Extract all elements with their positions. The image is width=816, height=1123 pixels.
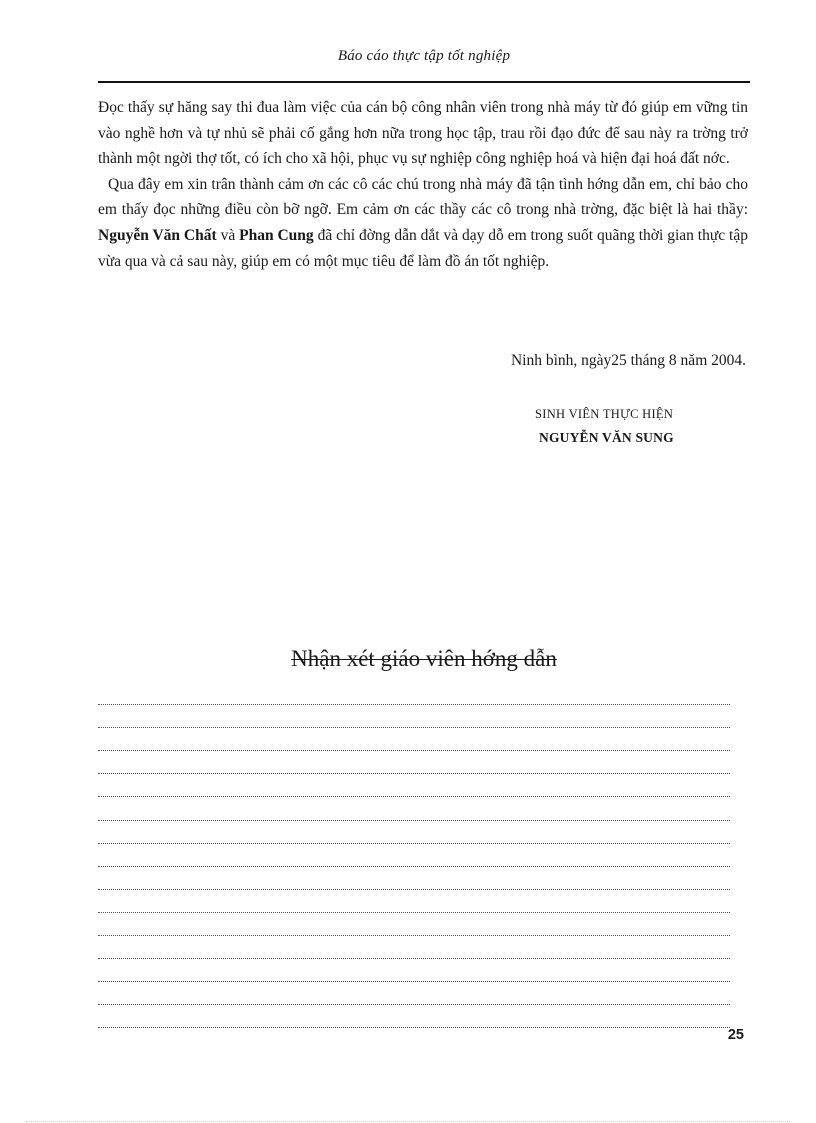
signature-role: SINH VIÊN THỰC HIỆN (535, 407, 674, 421)
teacher-name-2: Phan Cung (239, 226, 314, 244)
dotted-line (98, 913, 730, 936)
review-dotted-lines (98, 682, 730, 1028)
body-text (98, 95, 748, 274)
paragraph-1: Đọc thấy sự hăng say thi đua làm việc của cán bộ công nhân viên trong nhà máy từ đó giúp em vững tin vào nghề hơn và tự nhủ sẽ phải cố gắng hơn nữa trong học tập, trau rồi đạo đức để sau này ra trờng trở thành một ngời thợ tốt, có ích cho xã hội, phục vụ sự nghiệp công nghiệp hoá và hiện đại hoá đất nớc. (98, 99, 748, 168)
paragraph-2-text-b: đã chỉ đờng dẫn dắt và dạy dỗ em trong suốt quãng thời gian thực tập vừa qua và cả sau này, giúp em có một mục tiêu để làm đồ án tốt nghiệp. (98, 226, 748, 270)
date-line: Ninh bình, ngày25 tháng 8 năm 2004. (510, 352, 746, 369)
paragraph-2-conjunction: và (216, 226, 240, 244)
dotted-line (98, 936, 730, 959)
teacher-name-1: Nguyễn Văn Chất (98, 226, 217, 244)
signature-name: NGUYỄN VĂN SUNG (539, 430, 674, 445)
footer-divider (26, 1121, 790, 1122)
review-title-text: Nhận xét giáo viên hớng dẫn (291, 646, 557, 671)
header-divider (98, 81, 750, 83)
page-header-title: Báo cáo thực tập tốt nghiệp (337, 48, 511, 64)
review-section-title (98, 646, 750, 672)
dotted-line (98, 1005, 730, 1028)
dotted-line (98, 959, 730, 982)
paragraph-2 (98, 172, 748, 274)
dotted-line (98, 821, 730, 844)
dotted-line (98, 797, 730, 820)
page-number: 25 (727, 1027, 744, 1043)
dotted-line (98, 890, 730, 913)
dotted-line (98, 751, 730, 774)
dotted-line (98, 728, 730, 751)
dotted-line (98, 982, 730, 1005)
dotted-line (98, 682, 730, 705)
dotted-line (98, 705, 730, 728)
dotted-line (98, 867, 730, 890)
dotted-line (98, 774, 730, 797)
dotted-line (98, 844, 730, 867)
paragraph-2-text-a: Qua đây em xin trân thành cảm ơn các cô các chú trong nhà máy đã tận tình hớng dẫn em, chỉ bảo cho em thấy đọc những điều còn bỡ ngỡ. Em cảm ơn các thầy các cô trong nhà trờng, đặc biệt là hai thầy: (98, 175, 748, 219)
